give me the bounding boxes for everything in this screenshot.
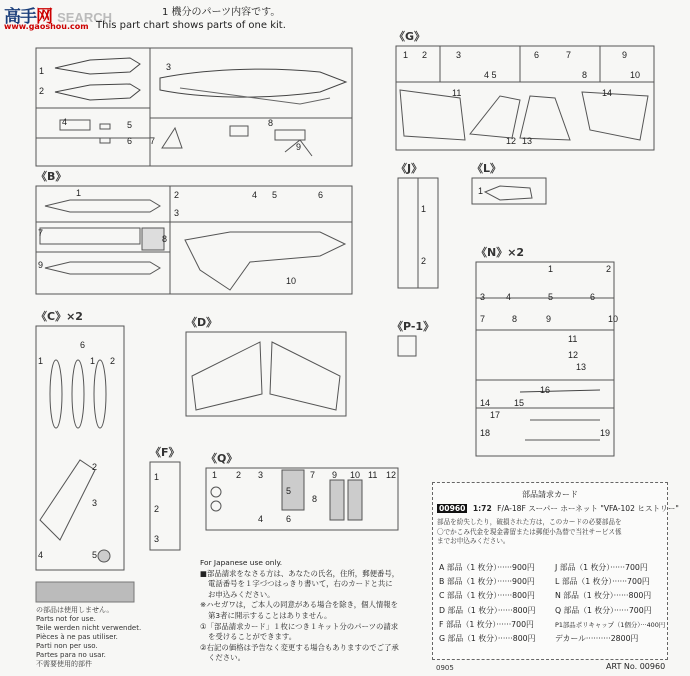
- part-number: 6: [80, 340, 86, 350]
- part-number: 6: [534, 50, 540, 60]
- part-number: 2: [421, 256, 427, 266]
- card-row: P1部品ポリキャップ（1個分）···400円: [555, 620, 666, 629]
- parts-request-card: [432, 482, 679, 660]
- part-number: 1: [38, 356, 44, 366]
- part-number: 13: [522, 136, 533, 146]
- art-number: ART No. 00960: [606, 662, 666, 671]
- part-number: 14: [480, 398, 491, 408]
- part-number: 4: [38, 550, 44, 560]
- card-row: L 部品（1 枚分）······700円: [555, 577, 650, 587]
- card-row: デカール··········2800円: [555, 634, 639, 644]
- part-number: 14: [602, 88, 613, 98]
- card-product-line: 00960 1:72 F/A-18F スーパー ホーネット "VFA-102 ヒストリー": [439, 504, 679, 513]
- japanese-notes: For Japanese use only. ■部品請求をなさる方は、あなたの氏名，住所，郵便番号， 電話番号を１字づつはっきり書いて，右のカードと共に お申込みください。 ※ハセガワは，ご本人の同意がある場合を除き，個人情報を 第3者に開示することはありません。 ①「部品請求カード」１枚につき１キット分のパーツの請求 を受けることができます。 ②右記の価格は予告なく変更する場合もありますのでご了承 ください。: [200, 558, 400, 663]
- part-number: 1: [76, 188, 82, 198]
- part-number: 5: [286, 486, 292, 496]
- part-number: 4 5: [484, 70, 497, 80]
- card-row: D 部品（1 枚分）······800円: [439, 605, 536, 615]
- part-number: 4: [506, 292, 512, 302]
- part-number: 1: [548, 264, 554, 274]
- part-number: 10: [286, 276, 297, 286]
- part-number: 12: [568, 350, 579, 360]
- part-number: 1: [39, 66, 45, 76]
- sprue-l-frame: [472, 178, 546, 204]
- part-number: 9: [622, 50, 628, 60]
- part-number: 7: [38, 228, 44, 238]
- part-number: 3: [92, 498, 98, 508]
- sprue-n-label: 《N》×2: [476, 246, 525, 259]
- part-number: 7: [310, 470, 316, 480]
- header-en: This part chart shows parts of one kit.: [96, 20, 286, 31]
- part-number: 2: [606, 264, 612, 274]
- part-number: 11: [452, 88, 462, 98]
- sprue-g-label: 《G》: [394, 30, 426, 43]
- part-number: 6: [590, 292, 596, 302]
- card-row: A 部品（1 枚分）······900円: [439, 563, 535, 572]
- part-number: 2: [154, 504, 160, 514]
- part-number: 13: [576, 362, 587, 372]
- card-row: N 部品（1 枚分）······800円: [555, 591, 652, 601]
- part-number: 8: [162, 234, 168, 244]
- card-title: 部品請求カード: [522, 490, 578, 499]
- card-row: F 部品（1 枚分）······700円: [439, 619, 534, 629]
- part-number: 18: [480, 428, 491, 438]
- watermark-logo: 高手网 SEARCH: [4, 7, 112, 26]
- part-number: 2: [110, 356, 116, 366]
- part-number: 15: [514, 398, 525, 408]
- part-number: 9: [332, 470, 338, 480]
- part-number: 10: [350, 470, 361, 480]
- part-number: 7: [566, 50, 572, 60]
- part-number: 4: [258, 514, 264, 524]
- part-number: 2: [39, 86, 45, 96]
- part-number: 6: [286, 514, 292, 524]
- part-number: 10: [608, 314, 619, 324]
- part-number: 9: [38, 260, 44, 270]
- part-number: 7: [150, 136, 156, 146]
- part-number: 5: [92, 550, 98, 560]
- part-number: 2: [236, 470, 242, 480]
- sprue-d-label: 《D》: [186, 316, 218, 329]
- part-number: 1: [403, 50, 409, 60]
- part-number: 11: [568, 334, 578, 344]
- part-number: 5: [127, 120, 133, 130]
- part-number: 3: [456, 50, 462, 60]
- card-date: 0905: [436, 664, 454, 672]
- part-number: 19: [600, 428, 611, 438]
- sprue-d-frame: [186, 332, 346, 416]
- part-number: 3: [174, 208, 180, 218]
- sprue-b-frame: [36, 186, 352, 294]
- card-intro: 部品を紛失したり，破損された方は，このカードの必要部品を 〇でかこみ代金を現金書留または郵便小為替で当社サービス係 までお申込みください。: [437, 518, 622, 545]
- not-used-swatch: [36, 582, 134, 602]
- part-number: 5: [272, 190, 278, 200]
- card-right-column: [555, 561, 665, 646]
- card-row: Q 部品（1 枚分）······700円: [555, 605, 652, 615]
- sprue-q-label: 《Q》: [206, 452, 238, 465]
- part-number: 8: [582, 70, 588, 80]
- legend-notes: の部品は使用しません。 Parts not for use. Teile werden nicht verwendet. Pièces à ne pas utiliser. Parti non per uso. Partes para no usar. 不需要使用的部件: [36, 606, 142, 668]
- watermark-url: www.gaoshou.com: [4, 22, 89, 31]
- sprue-g-frame: [396, 46, 654, 150]
- part-number: 2: [92, 462, 98, 472]
- card-left-column: [439, 561, 551, 646]
- part-number: 12: [386, 470, 397, 480]
- part-number: 8: [312, 494, 318, 504]
- part-number: 1: [421, 204, 427, 214]
- part-number: 9: [296, 142, 302, 152]
- sprue-j-label: 《J》: [396, 162, 423, 175]
- part-number: 3: [154, 534, 160, 544]
- sprue-p1-label: 《P-1》: [392, 320, 435, 333]
- part-number: 2: [174, 190, 180, 200]
- part-number: 6: [318, 190, 324, 200]
- header-ja: 1 機分のパーツ内容です。: [162, 7, 281, 18]
- part-number: 6: [127, 136, 133, 146]
- part-number: 4: [62, 117, 68, 127]
- part-number: 12: [506, 136, 517, 146]
- sprue-p1-frame: [398, 336, 416, 356]
- part-number: 4: [252, 190, 258, 200]
- part-number: 9: [546, 314, 552, 324]
- part-number: 8: [268, 118, 274, 128]
- part-number: 3: [480, 292, 486, 302]
- sprue-f-label: 《F》: [150, 446, 180, 459]
- part-number: 17: [490, 410, 501, 420]
- part-number: 1: [90, 356, 96, 366]
- card-row: B 部品（1 枚分）······900円: [439, 577, 535, 587]
- sprue-l-label: 《L》: [472, 162, 502, 175]
- part-number: 1: [212, 470, 218, 480]
- part-number: 7: [480, 314, 486, 324]
- card-row: C 部品（1 枚分）······800円: [439, 591, 535, 601]
- part-number: 5: [548, 292, 554, 302]
- sprue-b-label: 《B》: [36, 170, 67, 183]
- part-number: 8: [512, 314, 518, 324]
- part-number: 1: [478, 186, 484, 196]
- part-number: 10: [630, 70, 641, 80]
- part-number: 3: [258, 470, 264, 480]
- part-number: 2: [422, 50, 428, 60]
- sprue-c-label: 《C》×2: [36, 310, 83, 323]
- part-number: 1: [154, 472, 160, 482]
- part-number: 11: [368, 470, 378, 480]
- part-number: 3: [166, 62, 172, 72]
- part-number: 16: [540, 385, 551, 395]
- card-row: G 部品（1 枚分）······800円: [439, 634, 536, 644]
- card-row: J 部品（1 枚分）······700円: [555, 563, 648, 572]
- sprue-a-frame: [36, 48, 352, 166]
